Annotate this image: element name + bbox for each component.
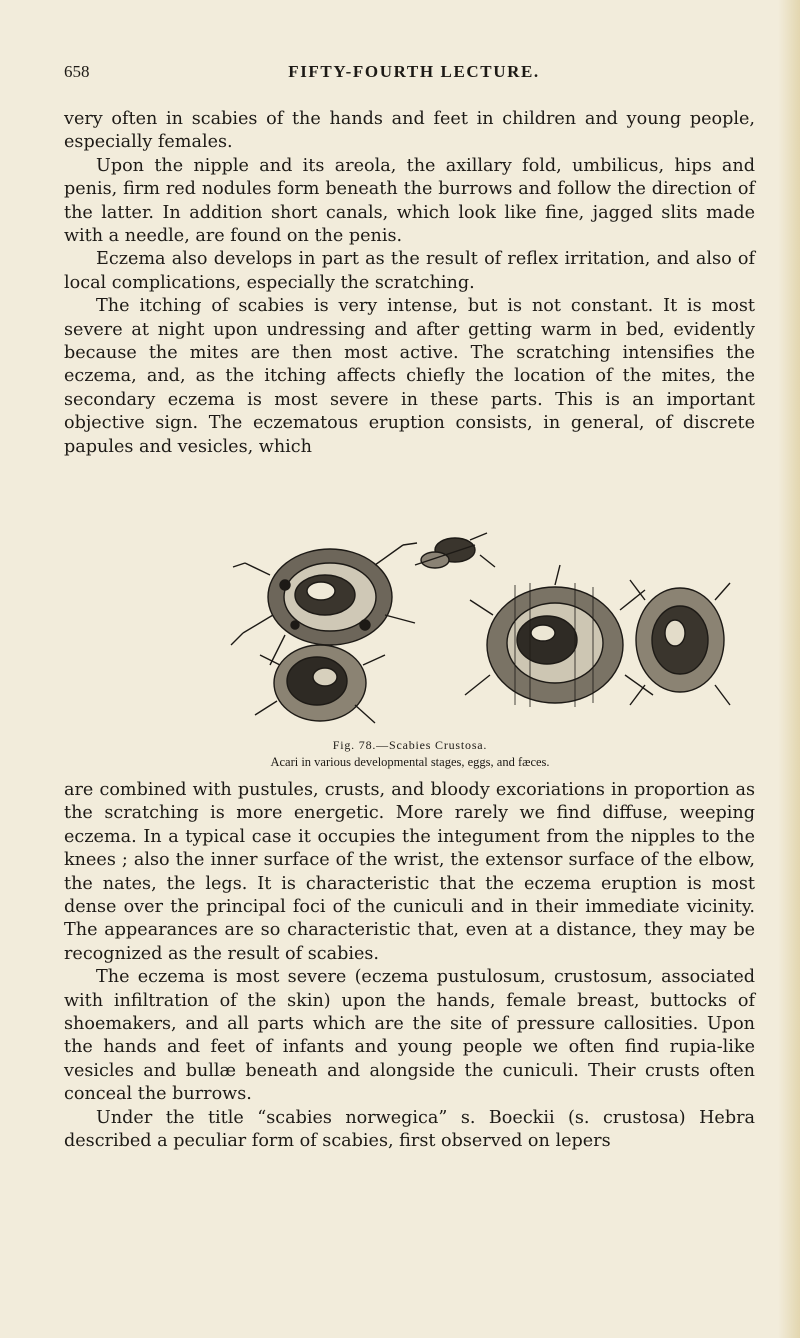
paragraph: The eczema is most severe (eczema pustulosum, crustosum, associated with infiltration of the skin) upon the hands, female breast, buttocks of shoemakers, and all parts which are the site of pressure callosities. Upon the hands and feet of infants and young people we often find rupia-like vesicles and bullæ beneath and alongside the cuniculi. Their crusts often conceal the burrows. xyxy=(64,967,755,1105)
text-block-top xyxy=(64,108,755,459)
page-number: 658 xyxy=(64,62,90,81)
paragraph: Under the title “scabies norwegica” s. Boeckii (s. crustosa) Hebra described a peculiar form of scabies, first observed on lepers xyxy=(64,1107,755,1152)
page-edge-shadow xyxy=(778,0,800,1338)
paragraph: The itching of scabies is very intense, but is not constant. It is most severe at night upon undressing and after getting warm in bed, evidently because the mites are then most active. The scratching intensifies the eczema, and, as the itching affects chiefly the location of the mites, the secondary eczema is most severe in these parts. This is an important objective sign. The eczematous eruption consists, in general, of discrete papules and vesicles, which xyxy=(64,296,755,457)
running-head: FIFTY-FOURTH LECTURE. xyxy=(288,62,540,81)
mite-right xyxy=(465,565,653,707)
paragraph: are combined with pustules, crusts, and bloody excoriations in proportion as the scratching is more energetic. More rarely we find diffuse, weeping eczema. In a typical case it occupies the integument from the nipples to the knees ; also the inner surface of the wrist, the extensor surface of the elbow, the nates, the legs. It is characteristic that the eczema eruption is most dense over the principal foci of the cuniculi and in their immediate vicinity. The appearances are so characteristic that, even at a distance, they may be recognized as the result of scabies. xyxy=(64,780,755,964)
paragraph: very often in scabies of the hands and feet in children and young people, especially females. xyxy=(64,109,755,153)
paragraph: Eczema also develops in part as the result of reflex irritation, and also of local complications, especially the scratching. xyxy=(64,249,755,293)
figure-label: Fig. 78.—Scabies Crustosa. xyxy=(332,738,488,752)
mite-egg-cluster xyxy=(415,533,495,568)
page-header xyxy=(64,62,744,86)
text-block-bottom xyxy=(64,779,755,1154)
figure-caption xyxy=(80,737,740,771)
mite-far-right xyxy=(630,580,730,705)
scabies-mites-illustration xyxy=(225,505,735,735)
figure-description: Acari in various developmental stages, eggs, and fæces. xyxy=(270,755,550,769)
paragraph: Upon the nipple and its areola, the axillary fold, umbilicus, hips and penis, firm red nodules form beneath the burrows and follow the direction of the latter. In addition short canals, which look like fine, jagged slits made with a needle, are found on the penis. xyxy=(64,155,755,247)
